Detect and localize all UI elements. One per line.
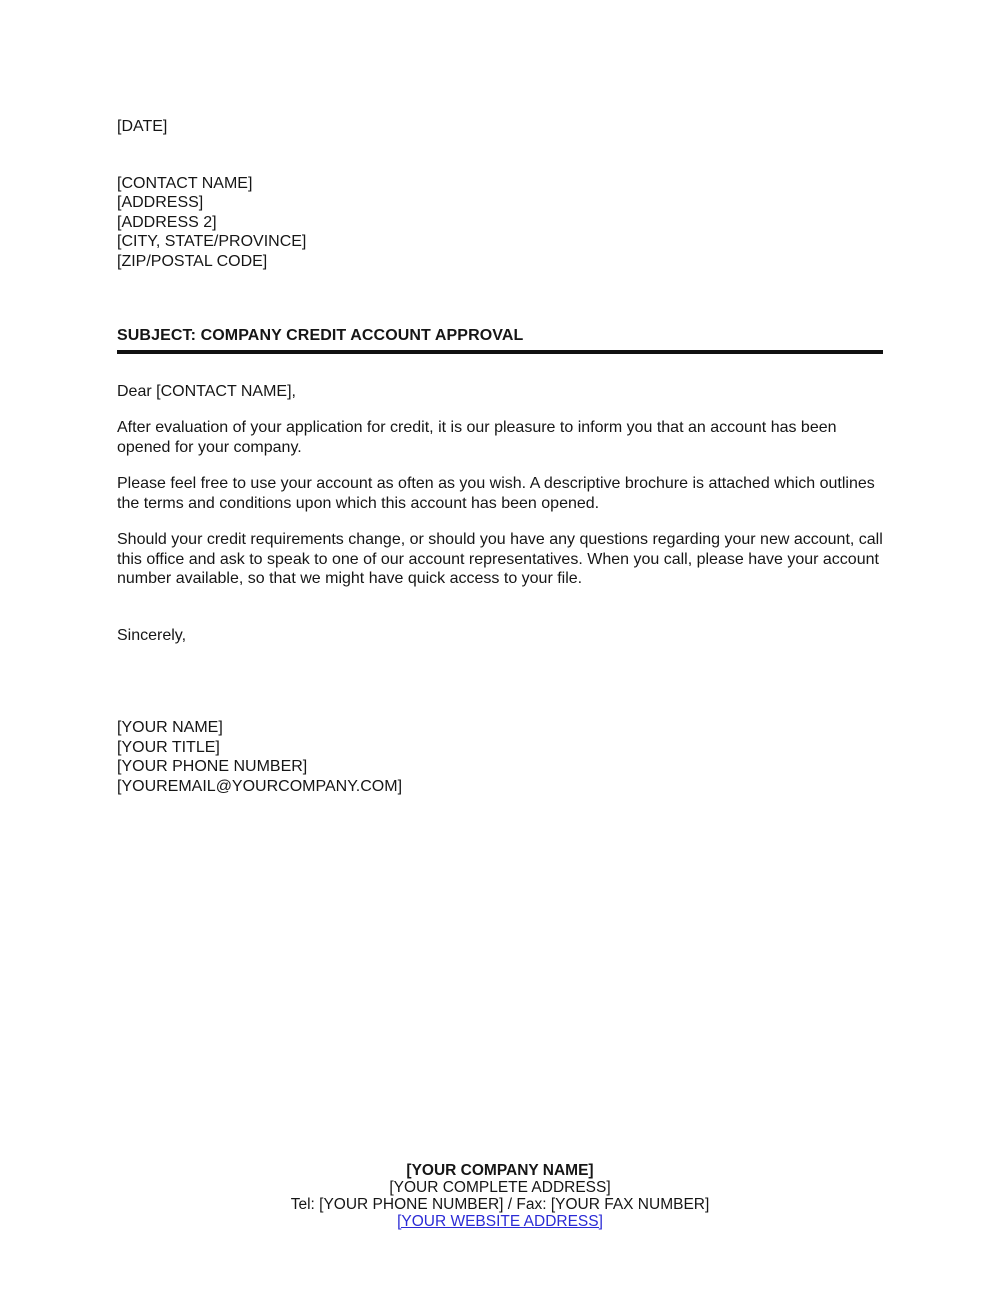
recipient-address-block — [117, 174, 883, 272]
signature-email: [YOUREMAIL@YOURCOMPANY.COM] — [117, 777, 403, 795]
signature-name: [YOUR NAME] — [117, 719, 223, 736]
closing: Sincerely, — [117, 626, 187, 644]
body-paragraph-2: Please feel free to use your account as often as you wish. A descriptive brochure is attached which outlines the terms and conditions upon which this account has been opened. — [117, 475, 875, 512]
recipient-city-state: [CITY, STATE/PROVINCE] — [117, 233, 307, 250]
body-paragraph-1: After evaluation of your application for credit, it is our pleasure to inform you that an account has been opened for your company. — [117, 419, 837, 456]
signature-phone: [YOUR PHONE NUMBER] — [117, 758, 308, 775]
salutation: Dear [CONTACT NAME], — [117, 382, 296, 400]
subject-line: SUBJECT: COMPANY CREDIT ACCOUNT APPROVAL — [117, 327, 524, 344]
footer-company-name: [YOUR COMPANY NAME] — [406, 1162, 594, 1179]
body-paragraph-3: Should your credit requirements change, or should you have any questions regarding your new account, call this office and ask to speak to one of our account representatives. When you call, please have your account number available, so that we might have quick access to your file. — [117, 531, 883, 587]
footer-website-link[interactable]: [YOUR WEBSITE ADDRESS] — [397, 1213, 603, 1230]
recipient-zip: [ZIP/POSTAL CODE] — [117, 252, 268, 270]
date-line: [DATE] — [117, 118, 168, 135]
footer-address: [YOUR COMPLETE ADDRESS] — [389, 1179, 611, 1196]
recipient-name: [CONTACT NAME] — [117, 174, 253, 192]
signature-block — [117, 718, 883, 796]
footer — [0, 1162, 1000, 1230]
recipient-address-2: [ADDRESS 2] — [117, 213, 217, 231]
subject-divider-rule — [117, 350, 883, 354]
signature-title: [YOUR TITLE] — [117, 738, 220, 756]
footer-tel-fax: Tel: [YOUR PHONE NUMBER] / Fax: [YOUR FAX NUMBER] — [290, 1196, 710, 1213]
recipient-address-1: [ADDRESS] — [117, 194, 204, 211]
letter-body — [117, 117, 883, 796]
